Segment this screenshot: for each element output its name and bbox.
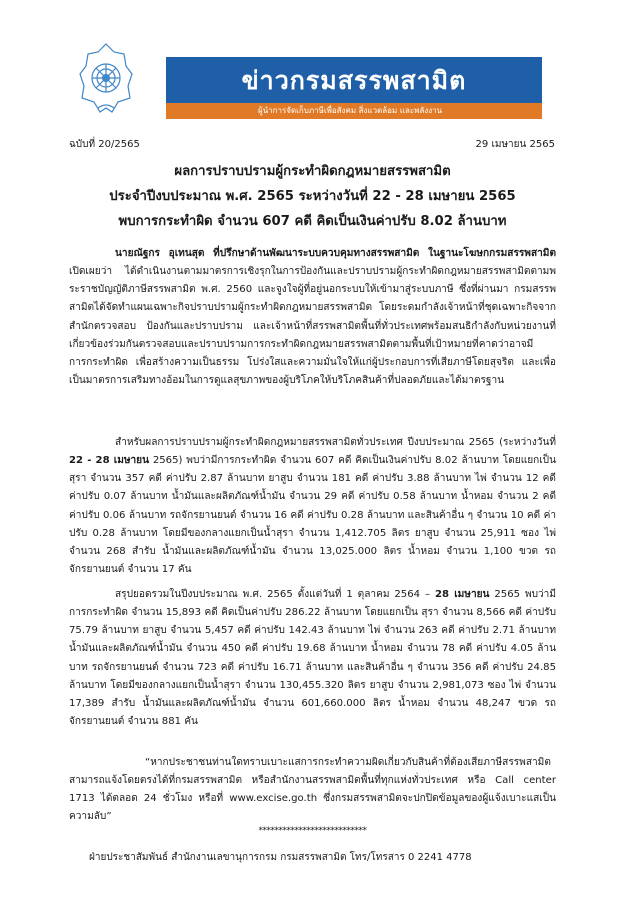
- asterisk-divider: ***************************: [258, 826, 367, 836]
- weekly-date-range: 22 - 28 เมษายน: [69, 455, 149, 467]
- spokesperson-name: นายณัฐกร อุเทนสุต ที่ปรึกษาด้านพัฒนาระบบควบคุมทางสรรพสามิต ในฐานะโฆษกกรมสรรพสามิต: [115, 248, 556, 259]
- emblem-icon: [78, 42, 134, 116]
- paragraph-weekly-results: [69, 434, 556, 579]
- footer-contact: ฝ่ายประชาสัมพันธ์ สำนักงานเลขานุการกรม กรมสรรพสามิต โทร/โทรสาร 0 2241 4778: [89, 852, 472, 863]
- yearly-text-a: สรุปยอดรวมในปีงบประมาณ พ.ศ. 2565 ตั้งแต่วันที่ 1 ตุลาคม 2564 –: [115, 589, 435, 600]
- headline-line-2: ประจำปีงบประมาณ พ.ศ. 2565 ระหว่างวันที่ 22 - 28 เมษายน 2565: [109, 189, 516, 204]
- intro-text: เปิดเผยว่า ได้ดำเนินงานตามมาตรการเชิงรุกในการป้องกันและปราบปรามผู้กระทำผิดกฎหมายสรรพสามิตตามพระราชบัญญัติภาษีสรรพสามิต พ.ศ. 2560 และจูงใจผู้ที่อยู่นอกระบบให้เข้ามาสู่ระบบภาษี ซึ่งที่ผ่านมา กรมสรรพสามิตได้จัดทำแผนเฉพาะกิจปราบปรามผู้กระทำผิดกฎหมายสรรพสามิต โดยระดมกำลังเจ้าหน้าที่ชุดเฉพาะกิจจากสำนักตรวจสอบ ป้องกันและปราบปราม และเจ้าหน้าที่สรรพสามิตพื้นที่ทั่วประเทศพร้อมสนธิกำลังกับหน่วยงานที่เกี่ยวข้องร่วมกันตรวจสอบและปราบปรามการกระทำผิดกฎหมายสรรพสามิตตามพื้นที่เป้าหมายที่คาดว่าอาจมีการกระทำผิด เพื่อสร้างความเป็นธรรม โปร่งใสและความมั่นใจให้แก่ผู้ประกอบการที่เสียภาษีโดยสุจริต และเพื่อเป็นมาตรการเสริมทางอ้อมในการดูแลสุขภาพของผู้บริโภคให้บริโภคสินค้าที่ปลอดภัยและได้มาตรฐาน: [69, 266, 556, 387]
- banner-subtitle: ผู้นำการจัดเก็บภาษีเพื่อสังคม สิ่งแวดล้อม และพลังงาน: [258, 106, 443, 115]
- banner-title: ข่าวกรมสรรพสามิต: [241, 66, 467, 95]
- issue-number: ฉบับที่ 20/2565: [69, 139, 140, 150]
- paragraph-call-to-action: “หากประชาชนท่านใดทราบเบาะแสการกระทำความผิดเกี่ยวกับสินค้าที่ต้องเสียภาษีสรรพสามิตสามารถแจ้งโดยตรงได้ที่กรมสรรพสามิต หรือสำนักงานสรรพสามิตพื้นที่ทุกแห่งทั่วประเทศ หรือ Call center 1713 ได้ตลอด 24 ชั่วโมง หรือที่ www.excise.go.th ซึ่งกรมสรรพสามิตจะปกปิดข้อมูลของผู้แจ้งเบาะแสเป็นความลับ”: [69, 757, 556, 823]
- yearly-text-b: 2565 พบว่ามีการกระทำผิด จำนวน 15,893 คดี คิดเป็นค่าปรับ 286.22 ล้านบาท โดยแยกเป็น สุรา จำนวน 8,566 คดี ค่าปรับ 75.79 ล้านบาท ยาสูบ จำนวน 5,457 คดี ค่าปรับ 142.43 ล้านบาท ไพ่ จำนวน 263 คดี ค่าปรับ 2.71 ล้านบาท น้ำมันและผลิตภัณฑ์น้ำมัน จำนวน 450 คดี ค่าปรับ 19.68 ล้านบาท น้ำหอม จำนวน 78 คดี ค่าปรับ 4.05 ล้านบาท รถจักรยานยนต์ จำนวน 723 คดี ค่าปรับ 16.71 ล้านบาท และสินค้าอื่น ๆ จำนวน 356 คดี ค่าปรับ 24.85 ล้านบาท โดยมีของกลางแยกเป็นน้ำสุรา จำนวน 130,455.320 ลิตร ยาสูบ จำนวน 2,981,073 ซอง ไพ่ จำนวน 17,389 สำรับ น้ำมันและผลิตภัณฑ์น้ำมัน จำนวน 601,660.000 ลิตร น้ำหอม จำนวน 48,247 ขวด รถจักรยานยนต์ จำนวน 881 คัน: [69, 589, 556, 728]
- paragraph-intro: [69, 245, 556, 390]
- headline-line-3: พบการกระทำผิด จำนวน 607 คดี คิดเป็นเงินค่าปรับ 8.02 ล้านบาท: [118, 214, 507, 229]
- issue-date: 29 เมษายน 2565: [475, 139, 555, 150]
- weekly-text-a: สำหรับผลการปราบปรามผู้กระทำผิดกฎหมายสรรพสามิตทั่วประเทศ ปีงบประมาณ 2565 (ระหว่างวันที่: [115, 437, 556, 448]
- excise-department-logo: [78, 42, 134, 116]
- banner-strip: [166, 103, 542, 119]
- headline-line-1: ผลการปราบปรามผู้กระทำผิดกฎหมายสรรพสามิต: [174, 164, 451, 179]
- news-banner: [166, 57, 542, 119]
- weekly-text-b: 2565) พบว่ามีการกระทำผิด จำนวน 607 คดี คิดเป็นเงินค่าปรับ 8.02 ล้านบาท โดยแยกเป็น สุรา จำนวน 357 คดี ค่าปรับ 2.87 ล้านบาท ยาสูบ จำนวน 181 คดี ค่าปรับ 3.88 ล้านบาท ไพ่ จำนวน 12 คดี ค่าปรับ 0.07 ล้านบาท น้ำมันและผลิตภัณฑ์น้ำมัน จำนวน 29 คดี ค่าปรับ 0.58 ล้านบาท น้ำหอม จำนวน 2 คดี ค่าปรับ 0.06 ล้านบาท รถจักรยานยนต์ จำนวน 16 คดี ค่าปรับ 0.28 ล้านบาท และสินค้าอื่น ๆ จำนวน 10 คดี ค่าปรับ 0.28 ล้านบาท โดยมีของกลางแยกเป็นน้ำสุรา จำนวน 1,412.705 ลิตร ยาสูบ จำนวน 25,911 ซอง ไพ่ จำนวน 268 สำรับ น้ำมันและผลิตภัณฑ์น้ำมัน จำนวน 13,025.000 ลิตร น้ำหอม จำนวน 1,100 ขวด รถจักรยานยนต์ จำนวน 17 คัน: [69, 455, 556, 576]
- yearly-end-date: 28 เมษายน: [434, 589, 490, 600]
- paragraph-yearly-summary: [69, 586, 556, 731]
